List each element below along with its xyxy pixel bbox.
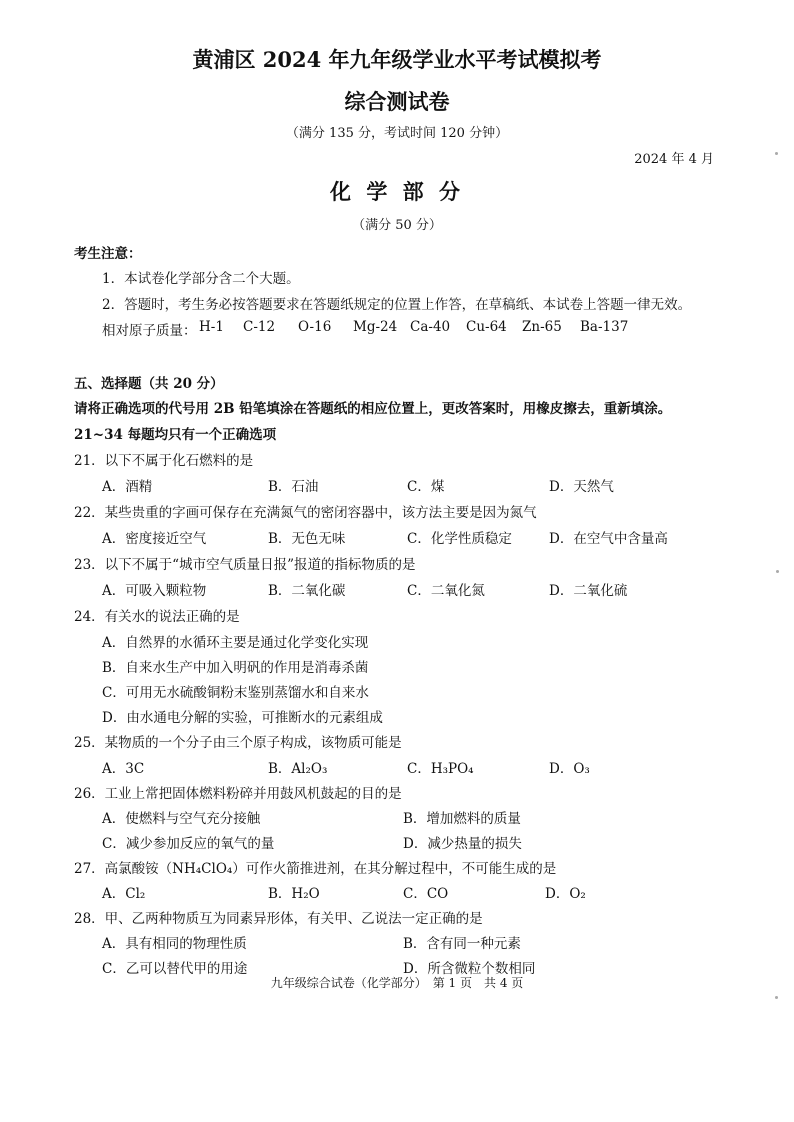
atomic-mass: C-12 bbox=[243, 319, 276, 335]
exam-title: 黄浦区 2024 年九年级学业水平考试模拟考 bbox=[192, 47, 602, 72]
question-22: 22．某些贵重的字画可保存在充满氮气的密闭容器中，该方法主要是因为氮气 bbox=[74, 505, 537, 521]
option: A．密度接近空气 bbox=[102, 531, 207, 547]
option: D．天然气 bbox=[549, 479, 614, 495]
atomic-mass: Zn-65 bbox=[522, 319, 562, 335]
option: A．自然界的水循环主要是通过化学变化实现 bbox=[102, 635, 369, 651]
exam-subtitle: 综合测试卷 bbox=[344, 89, 450, 114]
option: A．Cl₂ bbox=[102, 886, 146, 902]
question-28: 28．甲、乙两种物质互为同素异形体，有关甲、乙说法一定正确的是 bbox=[74, 911, 483, 927]
option: B．含有同一种元素 bbox=[403, 936, 521, 952]
option: D．所含微粒个数相同 bbox=[403, 961, 536, 977]
option: A．酒精 bbox=[102, 479, 153, 495]
option: A．使燃料与空气充分接触 bbox=[102, 811, 261, 827]
option: B．增加燃料的质量 bbox=[403, 811, 521, 827]
option: B．自来水生产中加入明矾的作用是消毒杀菌 bbox=[102, 660, 369, 676]
option: A．具有相同的物理性质 bbox=[102, 936, 247, 952]
scan-speck bbox=[776, 570, 779, 573]
question-26: 26．工业上常把固体燃料粉碎并用鼓风机鼓起的目的是 bbox=[74, 786, 402, 802]
atomic-mass: Mg-24 bbox=[353, 319, 398, 335]
atomic-mass: Ba-137 bbox=[580, 319, 629, 335]
option: D．O₃ bbox=[549, 761, 590, 777]
option: A．3C bbox=[102, 761, 145, 777]
option: B．二氧化碳 bbox=[268, 583, 346, 599]
scan-speck bbox=[775, 152, 778, 155]
option: B．石油 bbox=[268, 479, 319, 495]
question-25: 25．某物质的一个分子由三个原子构成，该物质可能是 bbox=[74, 735, 402, 751]
option: C．二氧化氮 bbox=[407, 583, 485, 599]
question-21: 21．以下不属于化石燃料的是 bbox=[74, 453, 254, 469]
option: C．CO bbox=[403, 886, 449, 902]
option: A．可吸入颗粒物 bbox=[102, 583, 207, 599]
option: D．二氧化硫 bbox=[549, 583, 628, 599]
page-footer: 九年级综合试卷（化学部分） 第 1 页 共 4 页 bbox=[270, 976, 524, 990]
atomic-mass: Cu-64 bbox=[466, 319, 507, 335]
option: C．化学性质稳定 bbox=[407, 531, 512, 547]
option: C．乙可以替代甲的用途 bbox=[102, 961, 248, 977]
option: C．H₃PO₄ bbox=[407, 761, 474, 777]
notice-item-1: 1．本试卷化学部分含二个大题。 bbox=[102, 271, 300, 287]
part5-subheading: 21~34 每题均只有一个正确选项 bbox=[74, 427, 277, 443]
option: D．减少热量的损失 bbox=[403, 836, 522, 852]
option: C．可用无水硫酸铜粉末鉴别蒸馏水和自来水 bbox=[102, 685, 369, 701]
atomic-mass-label: 相对原子质量： bbox=[102, 323, 197, 339]
part5-heading: 五、选择题（共 20 分） bbox=[74, 376, 224, 392]
exam-date: 2024 年 4 月 bbox=[634, 152, 714, 167]
option: B．H₂O bbox=[268, 886, 320, 902]
question-24: 24．有关水的说法正确的是 bbox=[74, 609, 240, 625]
score-time-note: （满分 135 分，考试时间 120 分钟） bbox=[285, 126, 509, 141]
option: D．由水通电分解的实验，可推断水的元素组成 bbox=[102, 710, 383, 726]
section-score: （满分 50 分） bbox=[352, 218, 442, 233]
scan-speck bbox=[775, 996, 778, 999]
atomic-mass: Ca-40 bbox=[410, 319, 451, 335]
option: C．减少参加反应的氧气的量 bbox=[102, 836, 275, 852]
question-27: 27．高氯酸铵（NH₄ClO₄）可作火箭推进剂，在其分解过程中，不可能生成的是 bbox=[74, 861, 557, 877]
option: D．O₂ bbox=[545, 886, 586, 902]
option: D．在空气中含量高 bbox=[549, 531, 668, 547]
notice-heading: 考生注意： bbox=[74, 246, 142, 262]
option: C．煤 bbox=[407, 479, 445, 495]
atomic-mass: O-16 bbox=[298, 319, 332, 335]
atomic-mass: H-1 bbox=[199, 319, 224, 335]
section-title: 化 学 部 分 bbox=[330, 179, 464, 204]
option: B．无色无味 bbox=[268, 531, 346, 547]
question-23: 23．以下不属于“城市空气质量日报”报道的指标物质的是 bbox=[74, 557, 416, 573]
option: B．Al₂O₃ bbox=[268, 761, 328, 777]
notice-item-2: 2．答题时，考生务必按答题要求在答题纸规定的位置上作答，在草稿纸、本试卷上答题一律无效。 bbox=[102, 297, 692, 313]
part5-instruction: 请将正确选项的代号用 2B 铅笔填涂在答题纸的相应位置上，更改答案时，用橡皮擦去，重新填涂。 bbox=[74, 401, 672, 417]
